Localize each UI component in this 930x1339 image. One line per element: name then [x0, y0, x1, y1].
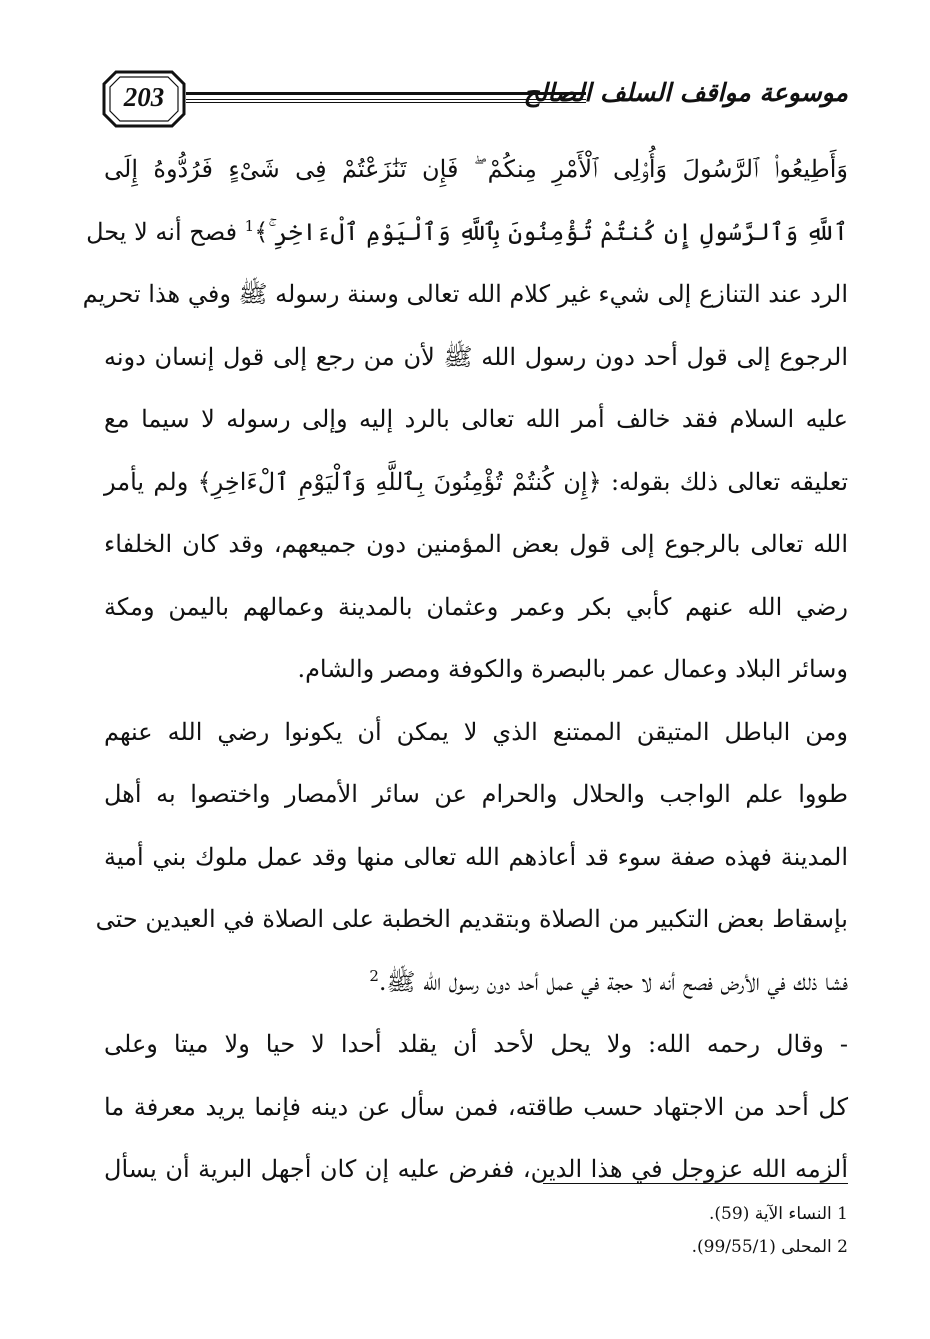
quran-verse-text: ٱللَّهِ وَٱلرَّسُولِ إِن كُنتُمْ تُؤْمِنُونَ بِٱللَّهِ وَٱلْيَوْمِ ٱلْءَاخِرِ ۚ﴾: [254, 217, 848, 246]
text-line-3: الرد عند التنازع إلى شيء غير كلام الله تعالى وسنة رسوله ﷺ وفي هذا تحريم: [82, 280, 848, 308]
text-line-11: طووا علم الواجب والحلال والحرام عن سائر الأمصار واختصوا به أهل: [104, 780, 848, 808]
text-line-8: رضي الله عنهم كأبي بكر وعمر وعثمان بالمدينة وعمالهم باليمن ومكة: [104, 592, 848, 621]
text-line-6: تعليقه تعالى ذلك بقوله: ﴿إِن كُنتُمْ تُؤْمِنُونَ بِٱللَّهِ وَٱلْيَوْمِ ٱلْءَاخِرِ﴾ ولم يأمر: [104, 467, 848, 496]
page-number: 203: [123, 82, 165, 112]
text-line-7: الله تعالى بالرجوع إلى قول بعض المؤمنين دون جميعهم، وقد كان الخلفاء: [104, 530, 848, 558]
text-line-2: [86, 201, 848, 264]
footnote-separator: [543, 1183, 848, 1184]
text-line-12: المدينة فهذه صفة سوء قد أعاذهم الله تعالى منها وقد عمل ملوك بني أمية: [104, 842, 848, 871]
text-line-1: وَأَطِيعُوا۟ ٱلرَّسُولَ وَأُو۟لِى ٱلْأَمْرِ مِنكُمْ ۖ فَإِن تَنَٰزَعْتُمْ فِى شَىْءٍ فَرُدُّوهُ إِلَى: [104, 155, 848, 183]
text-line-15: - وقال رحمه الله: ولا يحل لأحد أن يقلد أحدا لا حيا ولا ميتا وعلى: [104, 1030, 849, 1058]
footnote-1: 1 النساء الآية (59).: [709, 1204, 848, 1224]
page-number-badge: [102, 68, 186, 130]
text-line-14-content: فشا ذلك في الأرض فصح أنه لا حجة في عمل أحد دون رسول الله ﷺ.: [378, 967, 848, 996]
text-line-14: [104, 951, 848, 1014]
running-header: [100, 62, 848, 138]
footnote-2: 2 المحلى (99/55/1).: [691, 1237, 848, 1257]
text-line-5: عليه السلام فقد خالف أمر الله تعالى بالرد إليه وإلى رسوله لا سيما مع: [104, 405, 848, 433]
text-line-10: ومن الباطل المتيقن الممتنع الذي لا يمكن أن يكونوا رضي الله عنهم: [104, 717, 848, 746]
text-line-16: كل أحد من الاجتهاد حسب طاقته، فمن سأل عن دينه فإنما يريد معرفة ما: [104, 1092, 848, 1121]
footnotes: [500, 1198, 848, 1264]
text-line-13: بإسقاط بعض التكبير من الصلاة وبتقديم الخطبة على الصلاة في العيدين حتى: [95, 905, 848, 933]
text-line-9: وسائر البلاد وعمال عمر بالبصرة والكوفة ومصر والشام.: [297, 655, 848, 683]
quran-verse-end: [86, 218, 848, 246]
main-text: [82, 138, 849, 1201]
footnote-ref-1: 1: [244, 216, 255, 235]
running-title: موسوعة مواقف السلف الصالح: [523, 78, 848, 107]
footnote-ref-2: 2: [369, 966, 379, 985]
text-line-4: الرجوع إلى قول أحد دون رسول الله ﷺ لأن من رجع إلى قول إنسان دونه: [104, 342, 848, 371]
commentary-text: فصح أنه لا يحل: [86, 217, 245, 246]
text-line-17: ألزمه الله عزوجل في هذا الدين، ففرض عليه إن كان أجهل البرية أن يسأل: [104, 1155, 848, 1183]
